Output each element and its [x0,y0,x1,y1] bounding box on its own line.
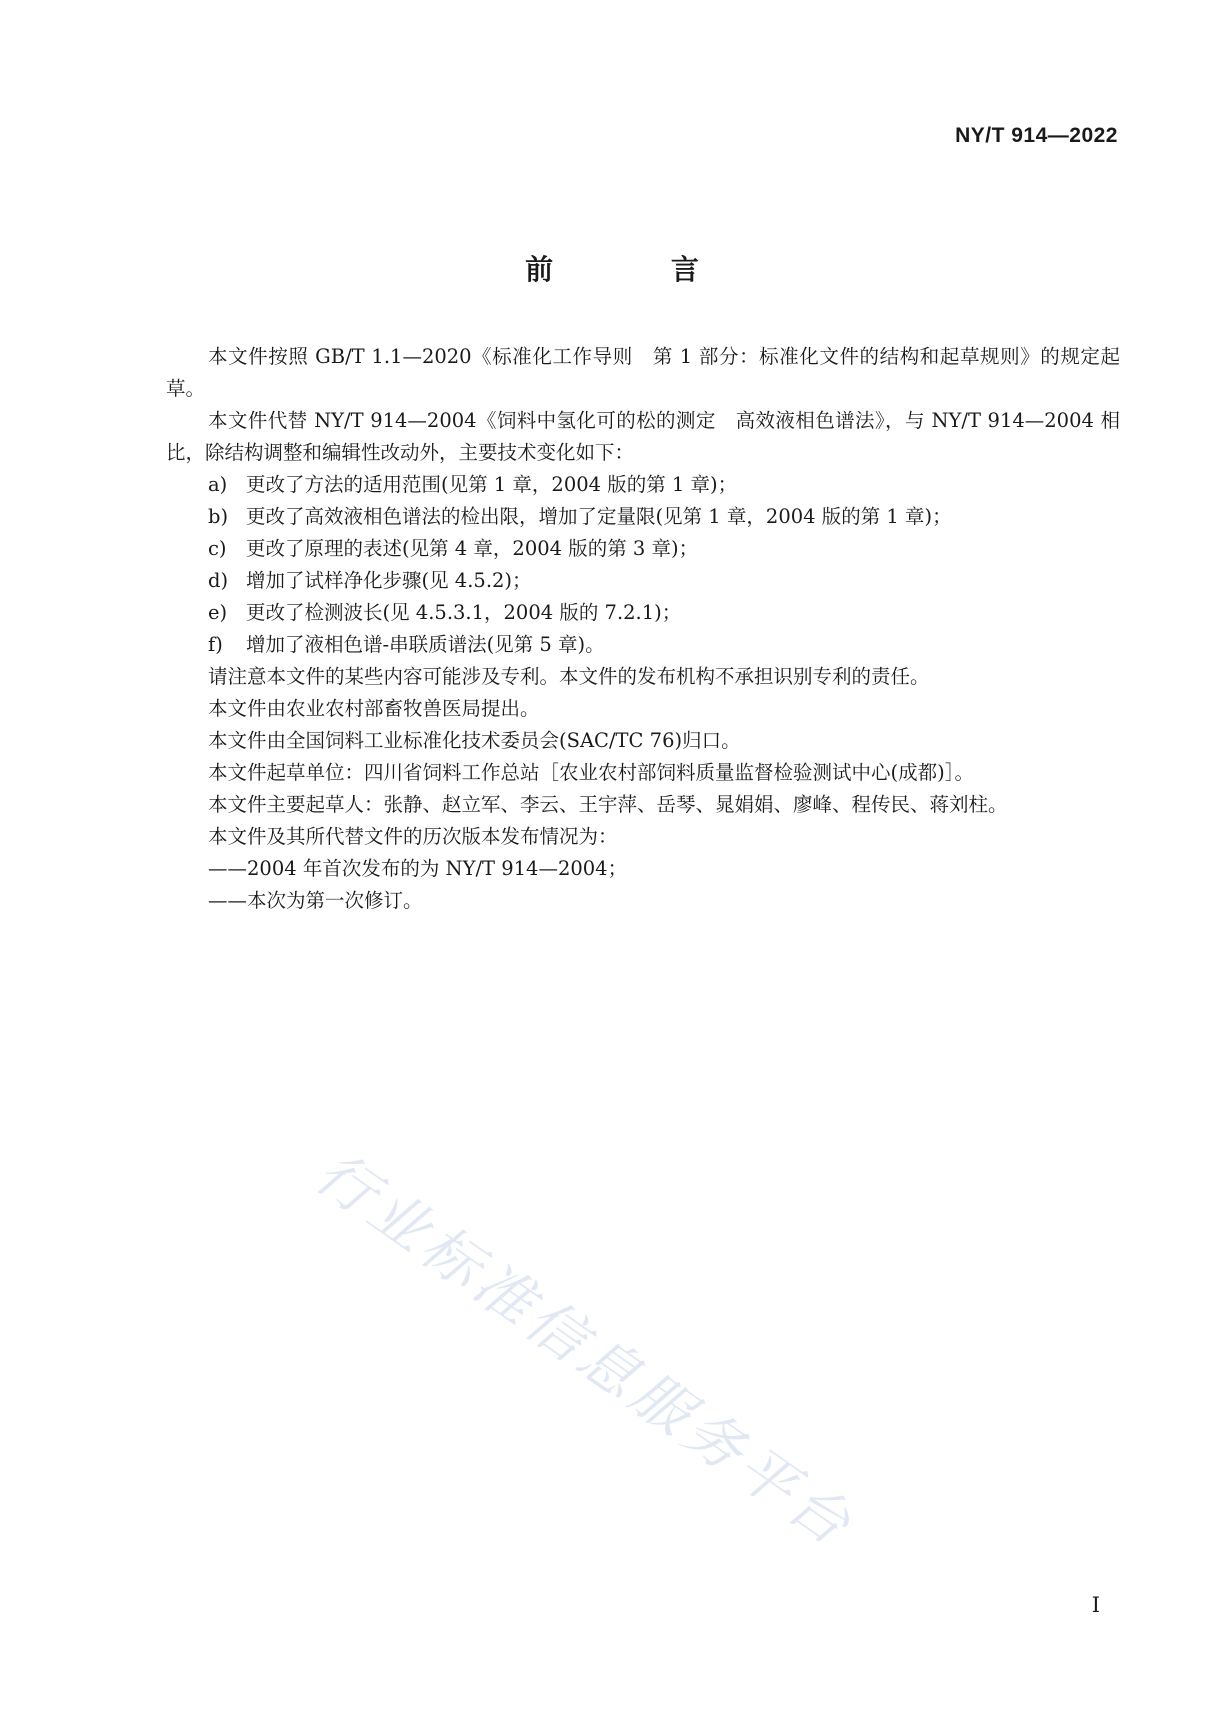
page-title: 前 言 [525,253,753,286]
paragraph-drafters: 本文件主要起草人：张静、赵立军、李云、王宇萍、岳琴、晁娟娟、廖峰、程传民、蒋刘柱。 [208,793,1008,816]
list-item [166,533,1120,565]
list-text: 更改了原理的表述(见第 4 章，2004 版的第 3 章)； [246,537,699,560]
list-text: 增加了液相色谱-串联质谱法(见第 5 章)。 [246,633,605,656]
list-marker: c) [208,537,227,560]
paragraph-drafting-rules: 本文件按照 GB/T 1.1—2020《标准化工作导则 第 1 部分：标准化文件的结构和起草规则》的规定起草。 [166,345,1120,400]
history-item: ——本次为第一次修订。 [208,889,423,912]
list-marker: b) [208,505,229,528]
list-marker: a) [208,473,228,496]
list-item [166,597,1120,629]
list-text: 增加了试样净化步骤(见 4.5.2)； [246,569,532,592]
list-item [166,501,1120,533]
paragraph-drafting-units: 本文件起草单位：四川省饲料工作总站［农业农村部饲料质量监督检验测试中心(成都)］。 [208,761,974,784]
list-marker: f) [208,633,223,656]
page-number: I [1091,1593,1100,1617]
history-item: ——2004 年首次发布的为 NY/T 914—2004； [208,857,628,880]
paragraph-patent-notice: 请注意本文件的某些内容可能涉及专利。本文件的发布机构不承担识别专利的责任。 [208,665,930,688]
foreword-body [166,341,1120,917]
paragraph-proposer: 本文件由农业农村部畜牧兽医局提出。 [208,697,540,720]
list-item [166,469,1120,501]
list-marker: e) [208,601,228,624]
list-marker: d) [208,569,229,592]
paragraph-history-intro: 本文件及其所代替文件的历次版本发布情况为： [208,825,618,848]
paragraph-centralized: 本文件由全国饲料工业标准化技术委员会(SAC/TC 76)归口。 [208,729,741,752]
paragraph-replacement: 本文件代替 NY/T 914—2004《饲料中氢化可的松的测定 高效液相色谱法》，与 NY/T 914—2004 相比，除结构调整和编辑性改动外，主要技术变化如下： [166,409,1120,464]
list-text: 更改了高效液相色谱法的检出限，增加了定量限(见第 1 章，2004 版的第 1 章)； [246,505,952,528]
list-text: 更改了检测波长(见 4.5.3.1，2004 版的 7.2.1)； [246,601,682,624]
document-code: NY/T 914—2022 [955,124,1118,147]
watermark: 行业标准信息服务平台 [303,1138,867,1562]
list-item [166,565,1120,597]
list-item [166,629,1120,661]
list-text: 更改了方法的适用范围(见第 1 章，2004 版的第 1 章)； [246,473,738,496]
